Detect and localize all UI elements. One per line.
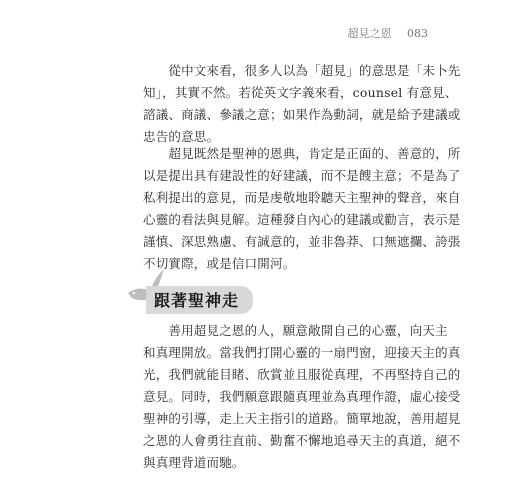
page-number: 083: [407, 27, 428, 40]
section-heading: 跟著聖神走: [146, 286, 253, 314]
text-line: 忠告的意思。: [143, 129, 220, 144]
paragraph-3: [143, 320, 461, 474]
text-line: 諮議、商議、參議之意；如果作為動詞，就是給予建議或: [143, 107, 461, 122]
running-head-title: 超見之恩: [347, 27, 392, 40]
text-line: 與真理背道而馳。: [143, 455, 245, 470]
text-line: 聖神的引導，走上天主指引的道路。簡單地說，善用超見: [143, 411, 461, 426]
running-head: [348, 25, 429, 41]
paragraph-1: [143, 60, 461, 148]
text-line: 意見。同時，我們願意跟隨真理並為真理作證，虛心接受: [143, 389, 461, 404]
text-line: 以是提出具有建設性的好建議，而不是餿主意；不是為了: [143, 168, 461, 183]
text-line: 和真理開放。當我們打開心靈的一扇門窗，迎接天主的真: [143, 345, 461, 360]
text-line: 從中文來看，很多人以為「超見」的意思是「未卜先: [143, 63, 461, 78]
text-line: 私利提出的意見，而是虔敬地聆聽天主聖神的聲音，來自: [143, 190, 461, 205]
text-line: 謹慎、深思熟慮、有誠意的，並非魯莽、口無遮攔、誇張: [143, 234, 461, 249]
text-line: 善用超見之恩的人，願意敞開自己的心靈，向天主: [143, 323, 448, 338]
text-line: 光，我們就能目睹、欣賞並且服從真理，不再堅持自己的: [143, 367, 461, 382]
text-line: 不切實際，或是信口開河。: [143, 256, 296, 271]
text-line: 心靈的看法與見解。這種發自內心的建議或勸言，表示是: [143, 212, 461, 227]
text-line: 之恩的人會勇往直前、勤奮不懈地追尋天主的真道，絕不: [143, 433, 461, 448]
text-line: 知」，其實不然。若從英文字義來看，counsel 有意見、: [143, 85, 458, 100]
paragraph-2: [143, 143, 461, 275]
text-line: 超見既然是聖神的恩典，肯定是正面的、善意的，所: [143, 146, 461, 161]
section-heading-block: [124, 266, 274, 312]
